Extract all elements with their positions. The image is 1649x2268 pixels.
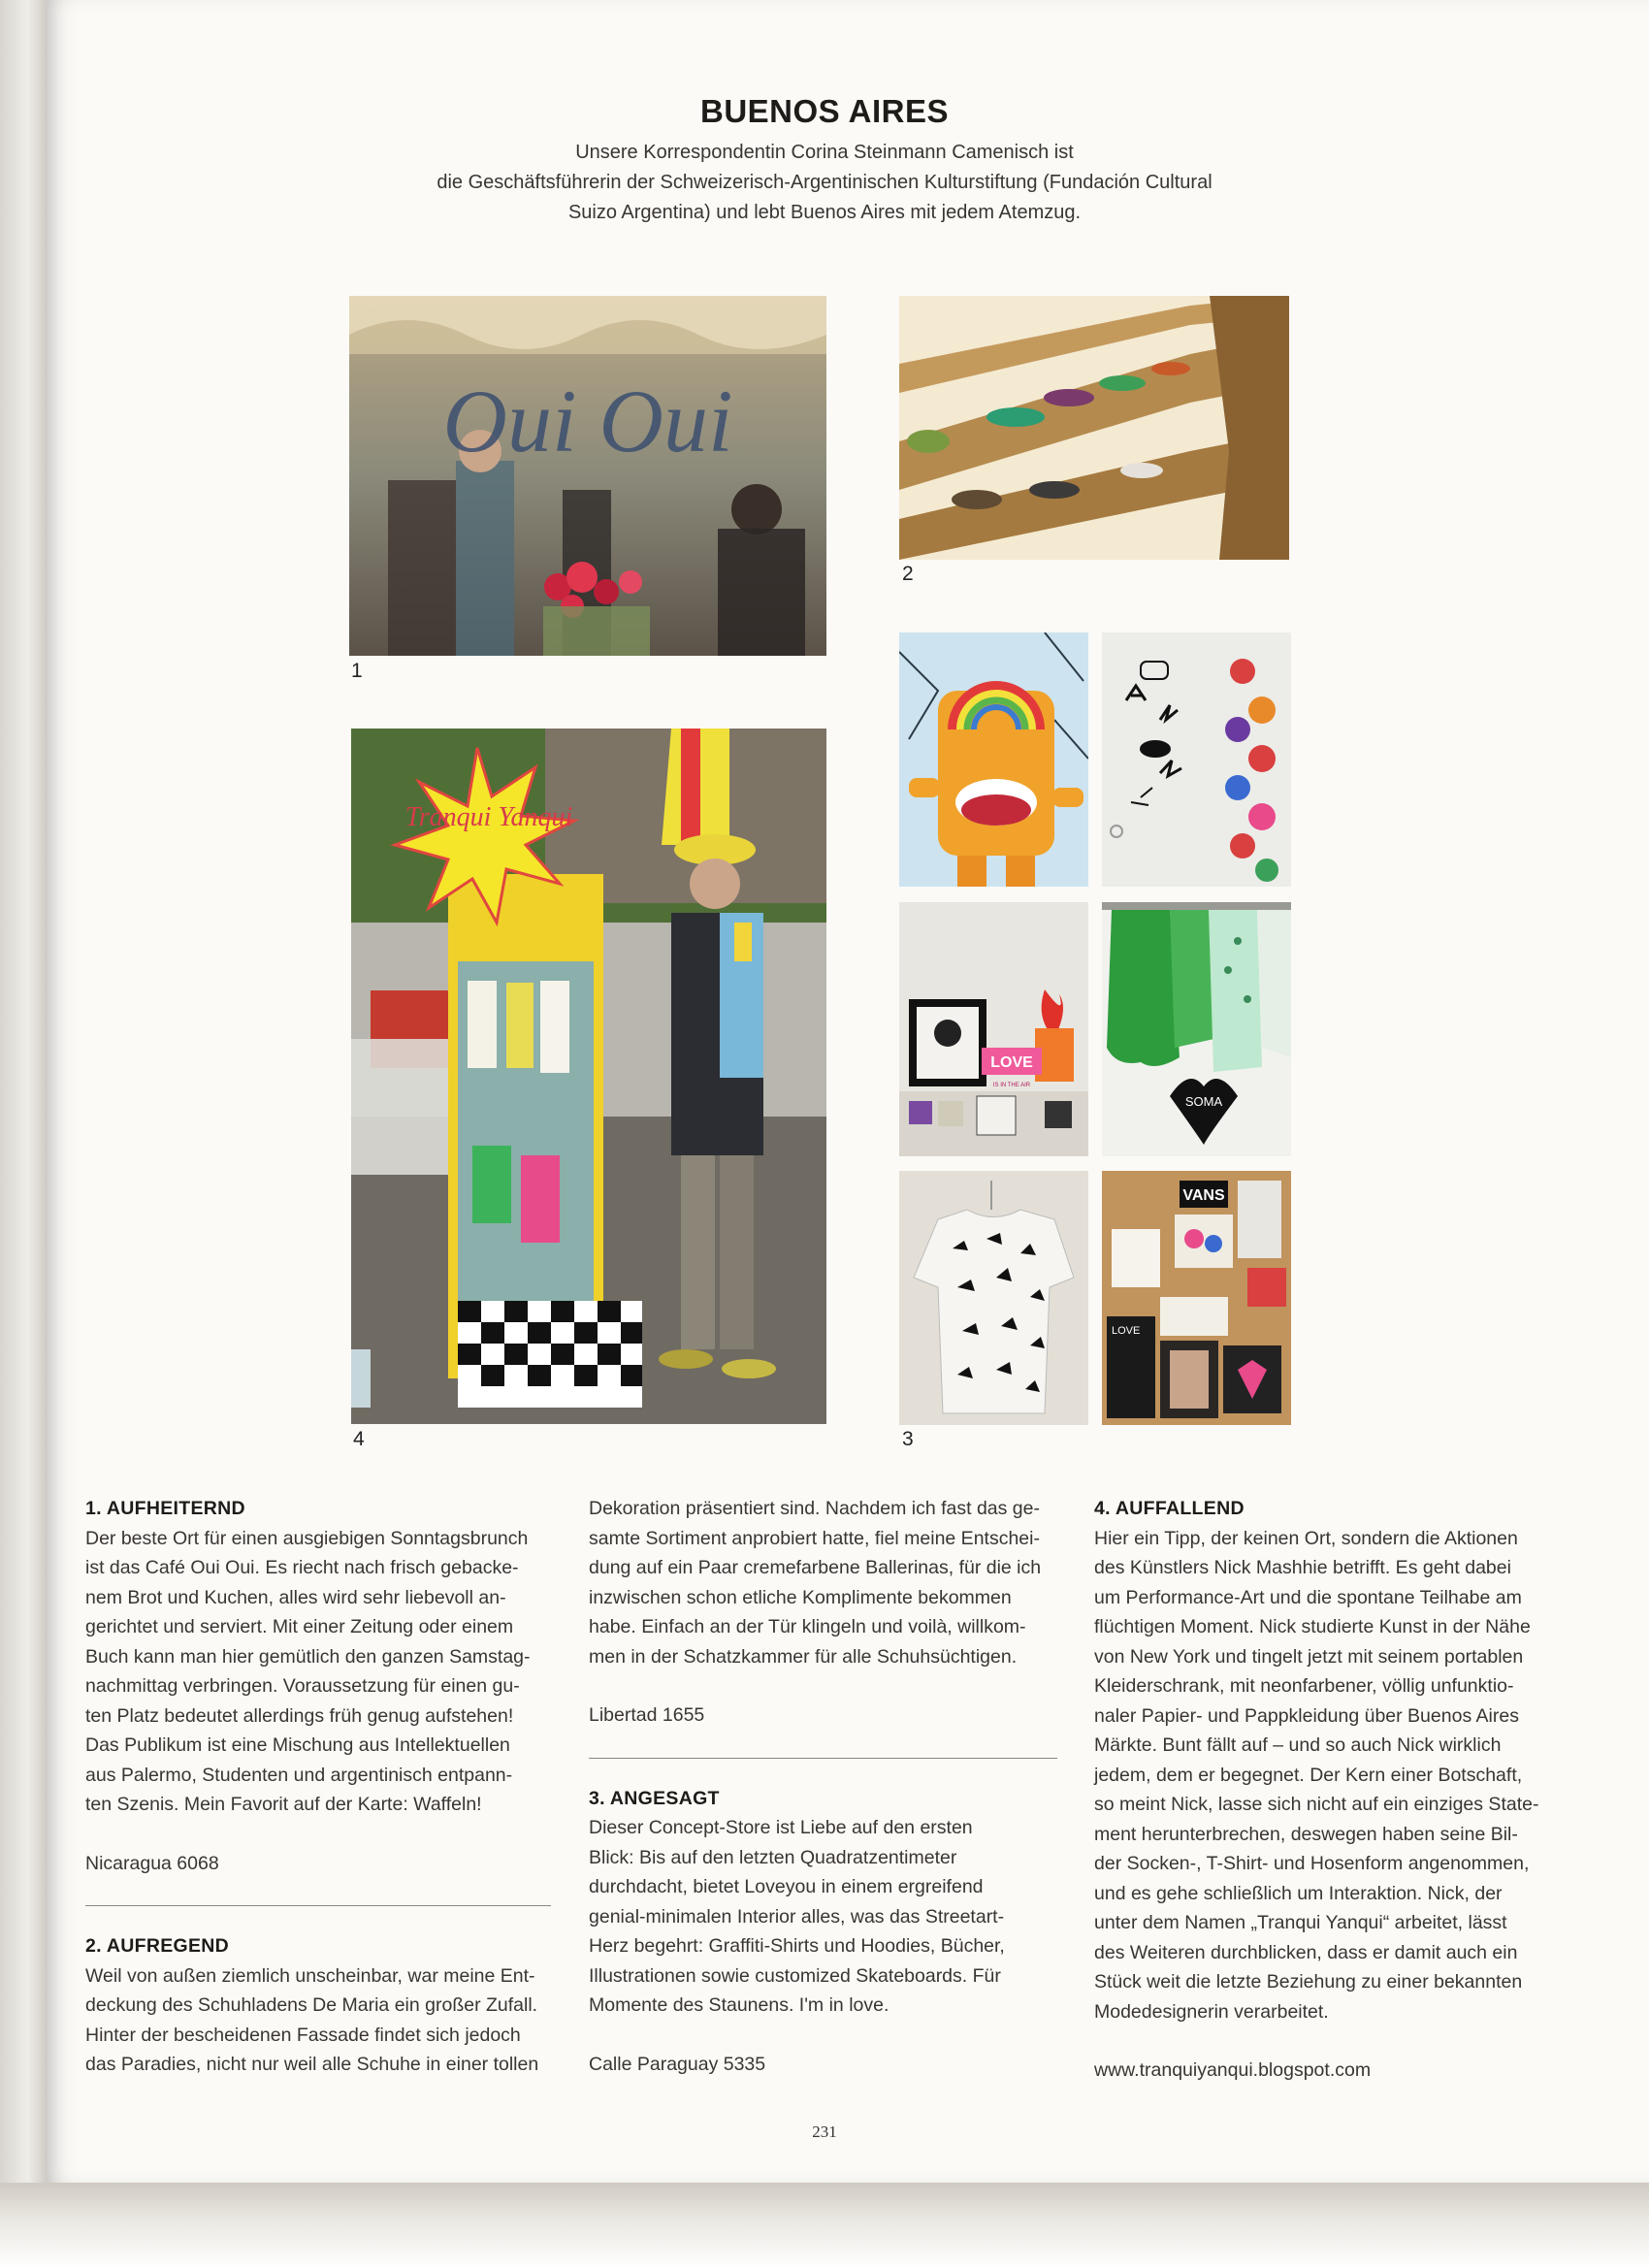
section-2-heading: 2. AUFREGEND <box>85 1935 230 1957</box>
section-2-line: Dekoration präsentiert sind. Nachdem ich fast das ge- <box>589 1498 1040 1519</box>
text-column-1 <box>85 1494 551 2080</box>
photo-store-toy <box>899 632 1088 887</box>
section-1-line: Buch kann man hier gemütlich den ganzen Samstag- <box>85 1645 531 1668</box>
photo-store-love-shelf <box>899 902 1088 1156</box>
photo-store-wall-stickers <box>1102 632 1291 887</box>
section-2-address: Libertad 1655 <box>589 1704 705 1726</box>
section-4-line: und es gehe schließlich um Interaktion. Nick, der <box>1094 1882 1503 1904</box>
caption-1: 1 <box>351 660 363 682</box>
section-1-address: Nicaragua 6068 <box>85 1852 219 1874</box>
section-3-line: genial-minimalen Interior alles, was das Streetart- <box>589 1905 1005 1928</box>
section-3-line: Momente des Staunens. I'm in love. <box>589 1994 889 2016</box>
section-1-line: Das Publikum ist eine Mischung aus Intellektuellen <box>85 1734 510 1756</box>
section-2-line: deckung des Schuhladens De Maria ein großer Zufall. <box>85 1994 538 2016</box>
section-3-address: Calle Paraguay 5335 <box>589 2053 766 2075</box>
text-column-3 <box>1094 1494 1564 2086</box>
section-1-line: nachmittag verbringen. Voraussetzung für einen gu- <box>85 1675 520 1697</box>
section-2-line: men in der Schatzkammer für alle Schuhsüchtigen. <box>589 1645 1018 1668</box>
photo-store-tshirt <box>899 1171 1088 1425</box>
section-4-line: des Weiteren durchblicken, dass er damit auch ein <box>1094 1941 1518 1963</box>
section-1-heading: 1. AUFHEITERND <box>85 1498 245 1519</box>
section-3-line: Herz begehrt: Graffiti-Shirts und Hoodies, Bücher, <box>589 1935 1005 1957</box>
section-4-line: naler Papier- und Pappkleidung über Buenos Aires <box>1094 1704 1519 1727</box>
artist-sign-text: Tranqui Yanqui <box>404 802 573 832</box>
book-binding <box>0 0 47 2268</box>
section-3-line: Dieser Concept-Store ist Liebe auf den ersten <box>589 1817 973 1838</box>
section-4-line: des Künstlers Nick Mashhie betrifft. Es geht dabei <box>1094 1557 1511 1578</box>
section-2-line: dung auf ein Paar cremefarbene Ballerinas, für die ich <box>589 1557 1042 1578</box>
caption-4: 4 <box>353 1428 365 1450</box>
section-1-line: ten Platz bedeutet allerdings früh genug aufstehen! <box>85 1704 514 1727</box>
love-sign-text: LOVE <box>990 1054 1033 1071</box>
section-divider <box>85 1905 551 1906</box>
section-divider <box>589 1758 1057 1759</box>
photo-store-vans-table <box>1102 1171 1291 1425</box>
section-2-line: habe. Einfach an der Tür klingeln und voilà, willkom- <box>589 1616 1026 1637</box>
section-4-line: der Socken-, T-Shirt- und Hosenform angenommen, <box>1094 1853 1530 1874</box>
intro-line: die Geschäftsführerin der Schweizerisch-Argentinischen Kulturstiftung (Fundación Cultural <box>436 172 1212 193</box>
section-4-line: Kleiderschrank, mit neonfarbener, völlig unfunktio- <box>1094 1675 1514 1697</box>
section-2-line: Weil von außen ziemlich unscheinbar, war meine Ent- <box>85 1964 535 1987</box>
section-4-line: Stück weit die letzte Beziehung zu einer bekannten <box>1094 1971 1523 1993</box>
section-1-line: aus Palermo, Studenten und argentinisch entpann- <box>85 1764 513 1786</box>
section-4-line: Modedesignerin verarbeitet. <box>1094 2000 1329 2023</box>
section-4-line: Hier ein Tipp, der keinen Ort, sondern die Aktionen <box>1094 1527 1518 1549</box>
section-1-line: Der beste Ort für einen ausgiebigen Sonntagsbrunch <box>85 1527 529 1549</box>
section-4-url: www.tranquiyanqui.blogspot.com <box>1094 2059 1372 2081</box>
photo-shoe-shelves <box>899 296 1289 560</box>
section-1-line: ist das Café Oui Oui. Es riecht nach frisch gebacke- <box>85 1557 519 1578</box>
soma-tag-text: SOMA <box>1184 1094 1223 1109</box>
caption-3: 3 <box>902 1428 914 1450</box>
section-3-line: Blick: Bis auf den letzten Quadratzentimeter <box>589 1846 957 1868</box>
section-4-line: jedem, dem er begegnet. Der Kern einer Botschaft, <box>1094 1764 1523 1786</box>
section-4-line: ment herunterbrechen, deswegen haben seine Bil- <box>1094 1823 1518 1845</box>
intro-line: Suizo Argentina) und lebt Buenos Aires mit jedem Atemzug. <box>567 202 1082 223</box>
page-bottom-shadow <box>0 2183 1649 2268</box>
section-1-line: ten Szenis. Mein Favorit auf der Karte: Waffeln! <box>85 1794 482 1815</box>
caption-2: 2 <box>902 563 914 585</box>
article-intro <box>369 138 1280 228</box>
intro-line: Unsere Korrespondentin Corina Steinmann Camenisch ist <box>575 142 1074 163</box>
magazine-label-text: LOVE <box>1112 1325 1141 1337</box>
section-4-heading: 4. AUFFALLEND <box>1094 1498 1245 1519</box>
section-3-line: Illustrationen sowie customized Skateboards. Für <box>589 1964 1001 1987</box>
section-3-heading: 3. ANGESAGT <box>589 1787 720 1809</box>
cafe-sign-text: Oui Oui <box>442 372 733 470</box>
article-title: BUENOS AIRES <box>700 93 949 129</box>
section-4-line: so meint Nick, lasse sich nicht auf ein einziges State- <box>1094 1794 1539 1815</box>
section-4-line: unter dem Namen „Tranqui Yanqui“ arbeitet, lässt <box>1094 1912 1507 1933</box>
section-4-line: um Performance-Art und die spontane Teilhabe am <box>1094 1586 1522 1608</box>
section-2-line: samte Sortiment anprobiert hatte, fiel meine Entschei- <box>589 1527 1040 1549</box>
section-4-line: flüchtigen Moment. Nick studierte Kunst in der Nähe <box>1094 1616 1531 1637</box>
section-1-line: nem Brot und Kuchen, alles wird sehr liebevoll an- <box>85 1586 506 1608</box>
love-sign-subtext: IS IN THE AIR <box>992 1083 1031 1088</box>
vans-label-text: VANS <box>1182 1187 1225 1204</box>
section-3-line: durchdacht, bietet Loveyou in einem ergreifend <box>589 1876 984 1897</box>
section-2-line: inzwischen schon etliche Komplimente bekommen <box>589 1586 1012 1608</box>
text-column-2 <box>589 1494 1057 2079</box>
section-2-line: das Paradies, nicht nur weil alle Schuhe in einer tollen <box>85 2054 539 2075</box>
section-4-line: von New York und tingelt jetzt mit seinem portablen <box>1094 1645 1524 1668</box>
section-4-line: Märkte. Bunt fällt auf – und so auch Nick wirklich <box>1094 1734 1502 1756</box>
page-number: 231 <box>812 2122 837 2141</box>
section-1-line: gerichtet und serviert. Mit einer Zeitung oder einem <box>85 1616 514 1637</box>
photo-store-green-clothes <box>1102 902 1291 1156</box>
section-2-line: Hinter der bescheidenen Fassade findet sich jedoch <box>85 2024 521 2046</box>
photo-tranqui-yanqui-artist <box>351 729 826 1424</box>
photo-cafe-oui-oui <box>349 296 826 656</box>
